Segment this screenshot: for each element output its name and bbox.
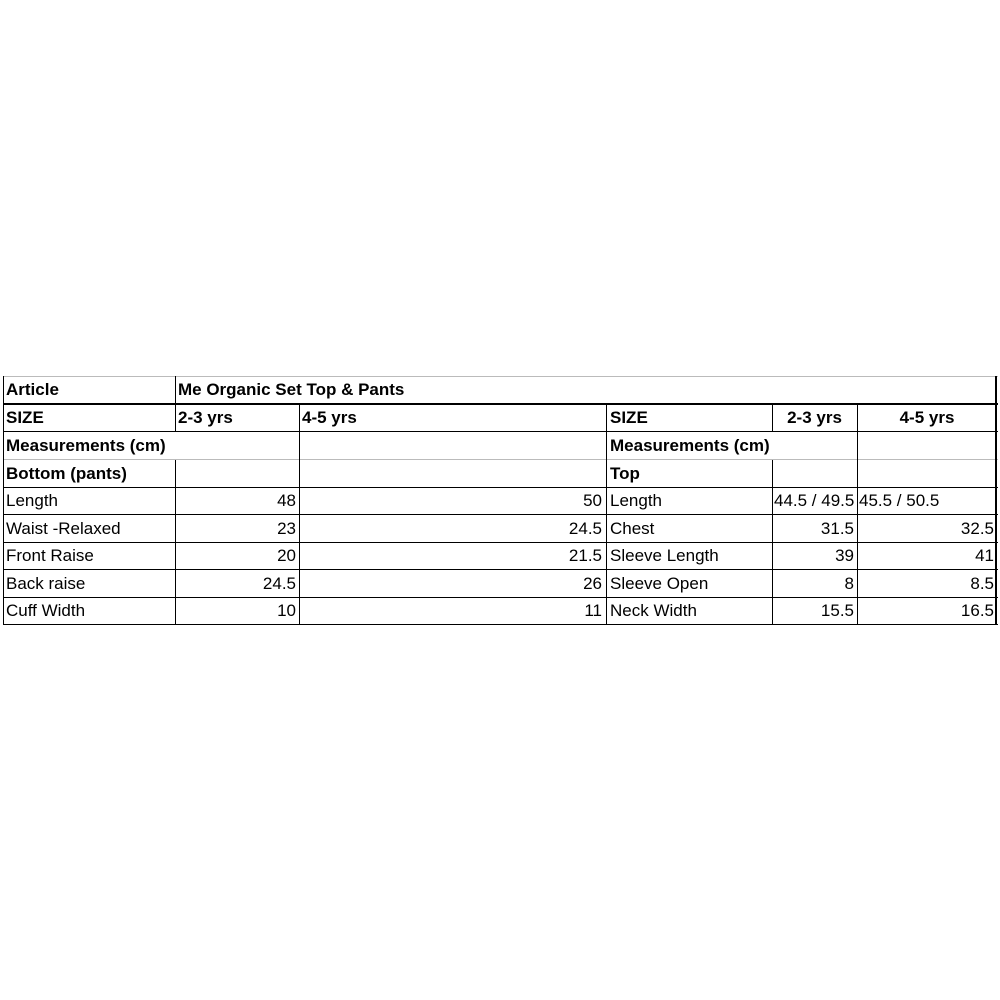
top-measure-value-2-3: 15.5 [820,601,854,620]
top-measure-value-4-5: 8.5 [970,574,994,593]
top-measure-value-4-5: 16.5 [960,601,994,620]
grid-line [3,514,998,515]
bottom-measure-value-4-5: 21.5 [568,546,602,565]
measurements-label-bottom: Measurements (cm) [6,436,166,455]
top-measure-value-2-3: 8 [844,574,854,593]
top-measure-value-4-5: 32.5 [960,519,994,538]
size-chart-table [3,376,998,625]
bottom-measure-value-2-3: 20 [277,546,296,565]
top-measure-value-2-3: 44.5 / 49.5 [774,491,855,510]
grid-line [3,403,998,405]
top-measure-value-2-3: 31.5 [820,519,854,538]
bottom-measure-value-4-5: 11 [584,601,602,620]
grid-line [3,431,998,432]
bottom-measure-name: Length [6,491,58,510]
grid-line [3,542,998,543]
grid-line [772,404,773,432]
bottom-measure-value-2-3: 10 [277,601,296,620]
grid-line [299,432,300,625]
bottom-measure-name: Waist -Relaxed [6,519,121,538]
grid-line [857,432,858,625]
grid-line [3,459,998,460]
top-measure-name: Length [610,491,662,510]
bottom-measure-value-2-3: 23 [277,519,296,538]
top-measure-name: Sleeve Length [610,546,719,565]
bottom-measure-name: Back raise [6,574,86,593]
grid-line [299,404,300,432]
grid-line [606,404,607,625]
top-measure-value-4-5: 41 [975,546,994,565]
grid-line [3,487,998,488]
bottom-measure-name: Front Raise [6,546,94,565]
article-value: Me Organic Set Top & Pants [178,380,405,399]
top-measure-value-4-5: 45.5 / 50.5 [859,491,940,510]
top-measure-name: Chest [610,519,655,538]
grid-line [3,376,998,377]
size-label-top: SIZE [610,408,648,427]
bottom-measure-value-2-3: 48 [277,491,296,510]
grid-line [857,404,858,432]
section-top: Top [610,464,640,483]
bottom-measure-value-4-5: 26 [583,574,602,593]
grid-line [3,569,998,570]
top-measure-name: Sleeve Open [610,574,709,593]
grid-line [175,376,176,432]
grid-line [995,376,997,625]
bottom-measure-value-4-5: 50 [583,491,602,510]
top-measure-name: Neck Width [610,601,697,620]
size-bottom-4-5: 4-5 yrs [302,408,357,427]
grid-line [3,597,998,598]
grid-line [175,460,176,625]
size-top-2-3: 2-3 yrs [787,408,842,427]
grid-line [3,624,998,625]
size-label-bottom: SIZE [6,408,44,427]
bottom-measure-value-2-3: 24.5 [262,574,296,593]
grid-line [3,376,4,625]
size-bottom-2-3: 2-3 yrs [178,408,233,427]
section-bottom-pants: Bottom (pants) [6,464,127,483]
grid-line [772,460,773,625]
size-top-4-5: 4-5 yrs [899,408,955,427]
measurements-label-top: Measurements (cm) [610,436,770,455]
article-label: Article [6,380,59,399]
bottom-measure-name: Cuff Width [6,601,86,620]
top-measure-value-2-3: 39 [835,546,854,565]
bottom-measure-value-4-5: 24.5 [568,519,602,538]
